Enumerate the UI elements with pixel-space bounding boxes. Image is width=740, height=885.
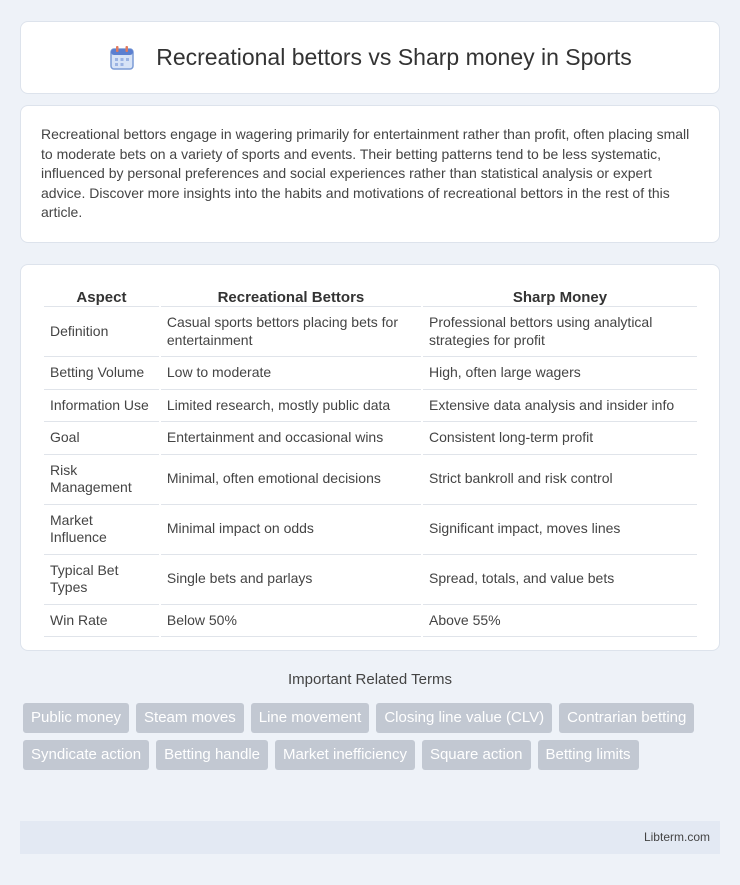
table-row — [44, 605, 697, 638]
column-header-aspect: Aspect — [44, 285, 159, 307]
footer — [20, 821, 720, 854]
related-term-tag[interactable]: Square action — [422, 740, 531, 770]
row-aspect: Goal — [44, 422, 159, 455]
related-terms-heading: Important Related Terms — [288, 671, 452, 688]
row-aspect: Risk Management — [44, 455, 159, 505]
related-term-tag[interactable]: Syndicate action — [23, 740, 149, 770]
calendar-icon — [108, 44, 136, 72]
row-recreational: Casual sports bettors placing bets for entertainment — [161, 307, 421, 357]
row-recreational: Entertainment and occasional wins — [161, 422, 421, 455]
row-recreational: Single bets and parlays — [161, 555, 421, 605]
row-aspect: Definition — [44, 307, 159, 357]
comparison-card — [20, 264, 720, 651]
row-recreational: Minimal, often emotional decisions — [161, 455, 421, 505]
page-title: Recreational bettors vs Sharp money in Sports — [156, 44, 632, 70]
row-aspect: Win Rate — [44, 605, 159, 638]
table-row — [44, 555, 697, 605]
table-row — [44, 357, 697, 390]
row-recreational: Limited research, mostly public data — [161, 390, 421, 423]
related-term-tag[interactable]: Market inefficiency — [275, 740, 415, 770]
table-row — [44, 455, 697, 505]
table-row — [44, 505, 697, 555]
row-aspect: Typical Bet Types — [44, 555, 159, 605]
row-sharp: Extensive data analysis and insider info — [423, 390, 697, 423]
table-row — [44, 422, 697, 455]
related-term-tag[interactable]: Betting limits — [538, 740, 639, 770]
table-header-row — [44, 285, 697, 307]
related-term-tag[interactable]: Public money — [23, 703, 129, 733]
footer-brand-link[interactable]: Libterm.com — [643, 830, 710, 844]
related-term-tag[interactable]: Betting handle — [156, 740, 268, 770]
title-card — [20, 21, 720, 94]
column-header-sharp: Sharp Money — [423, 285, 697, 307]
table-row — [44, 390, 697, 423]
row-sharp: Professional bettors using analytical strategies for profit — [423, 307, 697, 357]
related-terms-list — [23, 703, 723, 777]
related-term-tag[interactable]: Closing line value (CLV) — [376, 703, 552, 733]
related-term-tag[interactable]: Contrarian betting — [559, 703, 694, 733]
row-recreational: Below 50% — [161, 605, 421, 638]
row-sharp: Strict bankroll and risk control — [423, 455, 697, 505]
row-sharp: Spread, totals, and value bets — [423, 555, 697, 605]
row-aspect: Information Use — [44, 390, 159, 423]
row-sharp: Above 55% — [423, 605, 697, 638]
table-row — [44, 307, 697, 357]
intro-card — [20, 105, 720, 243]
row-sharp: High, often large wagers — [423, 357, 697, 390]
row-aspect: Betting Volume — [44, 357, 159, 390]
row-sharp: Significant impact, moves lines — [423, 505, 697, 555]
row-recreational: Low to moderate — [161, 357, 421, 390]
row-sharp: Consistent long-term profit — [423, 422, 697, 455]
comparison-table — [42, 285, 699, 637]
related-term-tag[interactable]: Steam moves — [136, 703, 244, 733]
row-recreational: Minimal impact on odds — [161, 505, 421, 555]
intro-paragraph: Recreational bettors engage in wagering primarily for entertainment rather than profit, often placing small to moderate bets on a variety of sports and events. Their betting patterns tend to be less systematic, influenced by personal preferences and social experiences rather than statistical analysis or expert advice. Discover more insights into the habits and motivations of recreational bettors in the rest of this article. — [41, 126, 690, 221]
row-aspect: Market Influence — [44, 505, 159, 555]
column-header-recreational: Recreational Bettors — [161, 285, 421, 307]
related-term-tag[interactable]: Line movement — [251, 703, 370, 733]
